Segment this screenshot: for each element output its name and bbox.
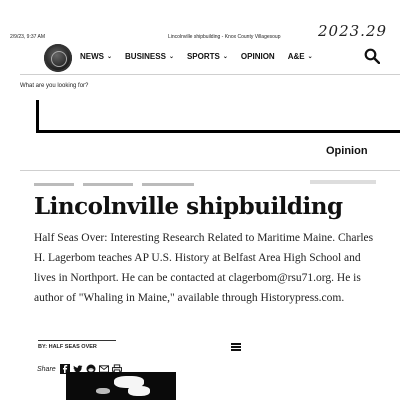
header-divider <box>20 74 400 75</box>
share-label: Share <box>37 365 56 373</box>
article-headline: Lincolnville shipbuilding <box>34 193 343 220</box>
chevron-down-icon: ⌄ <box>107 54 113 60</box>
chevron-down-icon: ⌄ <box>168 54 174 60</box>
article-meta <box>34 182 194 187</box>
nav-business-label: BUSINESS <box>125 52 166 61</box>
article-summary: Half Seas Over: Interesting Research Related to Maritime Maine. Charles H. Lagerbom teaches AP U.S. History at Belfast Area High School and lives in Northport. He can be contacted at clagerbom@rsu71.org. He is author of "Whaling in Maine," available through Historypress.com. <box>34 232 374 304</box>
handwritten-note: 2023.29 <box>318 22 388 40</box>
nav-sports-label: SPORTS <box>186 52 220 61</box>
nav-ae[interactable] <box>288 52 313 61</box>
search-label: What are you looking for? <box>20 83 89 89</box>
print-page-title: Lincolnville shipbuilding - Knox County Villagesoup <box>168 34 281 40</box>
chevron-down-icon: ⌄ <box>307 54 313 60</box>
article-meta-right <box>310 180 376 184</box>
nav-sports[interactable] <box>187 52 228 61</box>
newspaper-logo[interactable] <box>44 44 72 72</box>
nav-ae-label: A&E <box>287 52 305 61</box>
search-input[interactable] <box>36 100 400 133</box>
section-divider <box>20 170 400 171</box>
byline-divider <box>38 340 116 341</box>
article-photo[interactable] <box>66 372 176 400</box>
article-byline[interactable]: BY: HALF SEAS OVER <box>38 344 97 350</box>
nav-news-label: NEWS <box>80 52 104 61</box>
print-timestamp: 2/9/23, 9:37 AM <box>10 34 46 40</box>
section-link-opinion[interactable]: Opinion <box>326 145 368 157</box>
chevron-down-icon: ⌄ <box>222 54 228 60</box>
nav-business[interactable] <box>125 52 174 61</box>
nav-opinion[interactable] <box>241 52 275 61</box>
hamburger-menu-icon[interactable] <box>231 343 241 351</box>
nav-opinion-label: OPINION <box>240 52 275 61</box>
search-icon[interactable] <box>364 48 380 64</box>
nav-news[interactable] <box>80 52 112 61</box>
main-nav <box>80 52 326 61</box>
